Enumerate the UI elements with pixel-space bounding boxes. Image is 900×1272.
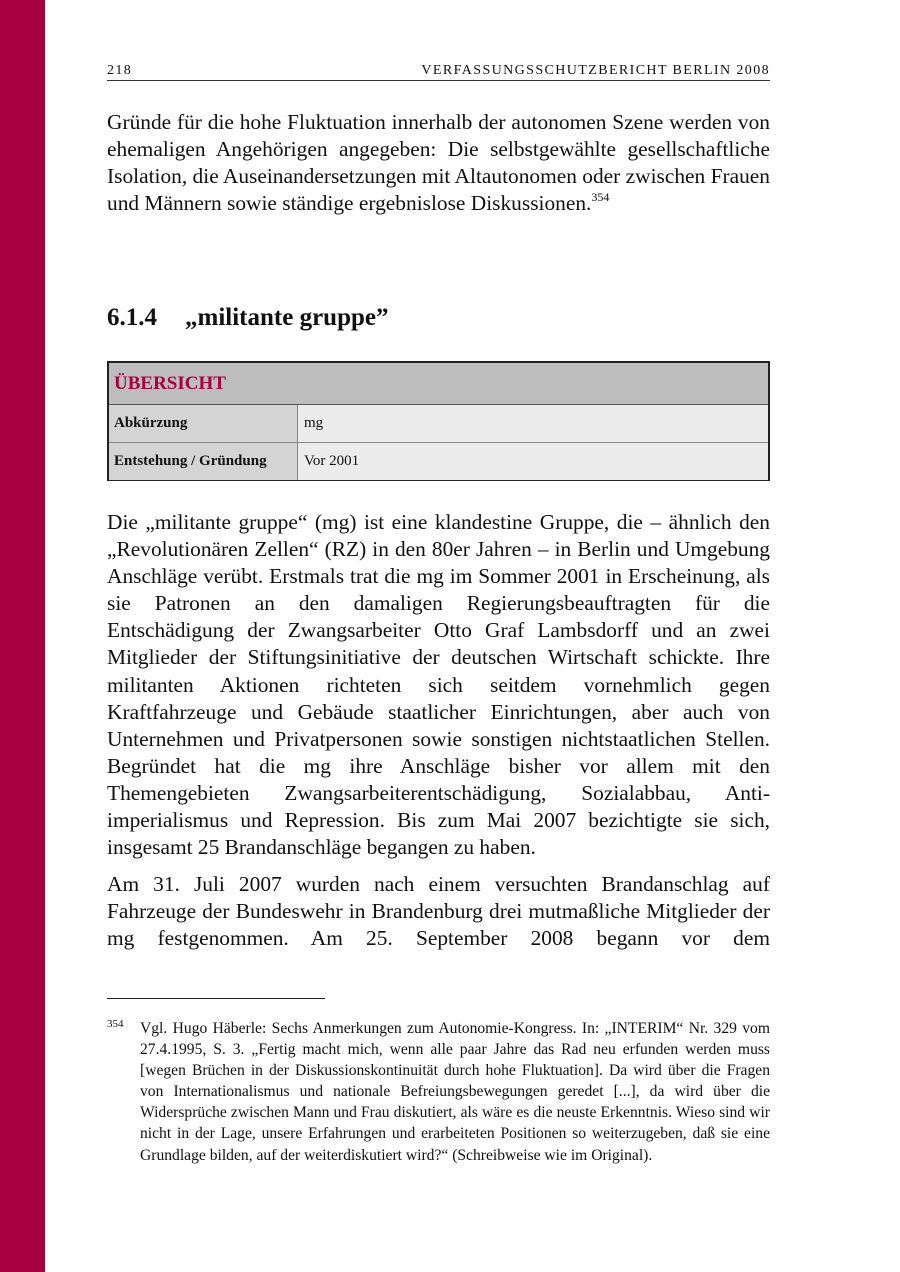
section-heading <box>107 304 388 332</box>
overview-row <box>109 442 768 480</box>
overview-label: Entstehung / Gründung <box>109 443 298 480</box>
footnote-separator <box>107 998 325 999</box>
overview-label: Abkürzung <box>109 405 298 442</box>
running-title: VERFASSUNGSSCHUTZBERICHT BERLIN 2008 <box>421 63 770 78</box>
overview-value: Vor 2001 <box>298 443 768 480</box>
running-header <box>107 63 770 81</box>
overview-table <box>107 361 770 481</box>
overview-row <box>109 405 768 442</box>
section-title: „militante gruppe” <box>185 304 389 331</box>
overview-value: mg <box>298 405 768 442</box>
footnote <box>107 1018 770 1166</box>
footnote-number: 354 <box>107 1018 124 1030</box>
footnote-text: Vgl. Hugo Häberle: Sechs Anmerkungen zum Autonomie-Kongress. In: „INTERIM“ Nr. 329 vom 27.4.1995, S. 3. „Fertig macht mich, wenn alle paar Jahre das Rad neu erfunden werden muss [wegen Brüchen in der Diskussionskontinuität durch hohe Fluktuation]. Da wird über die Fragen von Internationalismus und nationale Befreiungsbewegungen geredet [...], da wird über die Widersprüche zwischen Mann und Frau diskutiert, als wäre es die neuste Erkenntnis. Wieso sind wir nicht in der Lage, unsere Erfahrungen und erarbeiteten Positionen so weiterzugeben, daß sie eine Grundlage bilden, auf der weiterdiskutiert wird?“ (Schreibweise wie im Original). <box>140 1020 770 1164</box>
page-edge-color-bar <box>0 0 45 1272</box>
section-number: 6.1.4 <box>107 304 157 331</box>
page-number: 218 <box>107 63 133 78</box>
intro-text: Gründe für die hohe Fluktuation innerhalb der autonomen Szene werden von ehemaligen Angehörigen angegeben: Die selbstgewählte gesellschaftliche Isolation, die Auseinandersetzungen mit Altautonomen oder zwischen Frauen und Männern sowie ständige ergebnislose Diskussionen. <box>107 110 770 216</box>
body-paragraph-2: Am 31. Juli 2007 wurden nach einem versuchten Brandanschlag auf Fahrzeuge der Bundeswehr in Brandenburg drei mutmaßliche Mitglieder der mg festgenommen. Am 25. September 2008 begann vor dem <box>107 872 770 951</box>
overview-heading: ÜBERSICHT <box>109 363 768 405</box>
intro-paragraph <box>107 109 770 217</box>
body-paragraph-1: Die „militante gruppe“ (mg) ist eine klandestine Gruppe, die – ähnlich den „Revolutionären Zellen“ (RZ) in den 80er Jahren – in Berlin und Umgebung Anschläge verübt. Erstmals trat die mg im Sommer 2001 in Erscheinung, als sie Patronen an den damaligen Regierungsbeauftragten für die Entschädigung der Zwangsarbeiter Otto Graf Lambsdorff und an zwei Mitglieder der Stiftungsinitiative der deutschen Wirtschaft schickte. Ihre militanten Aktionen richteten sich seitdem vornehmlich gegen Kraftfahrzeuge und Gebäude staatlicher Einrichtungen, aber auch von Unternehmen und Privatpersonen sowie sonstigen nichtstaatlichen Stellen. Begründet hat die mg ihre Anschläge bisher vor allem mit den Themengebieten Zwangsarbeiterentschädigung, Sozialabbau, Antiimperialismus und Repression. Bis zum Mai 2007 bezichtigte sie sich, insgesamt 25 Brandanschläge begangen zu haben. <box>107 510 770 860</box>
footnote-reference[interactable]: 354 <box>591 190 610 205</box>
